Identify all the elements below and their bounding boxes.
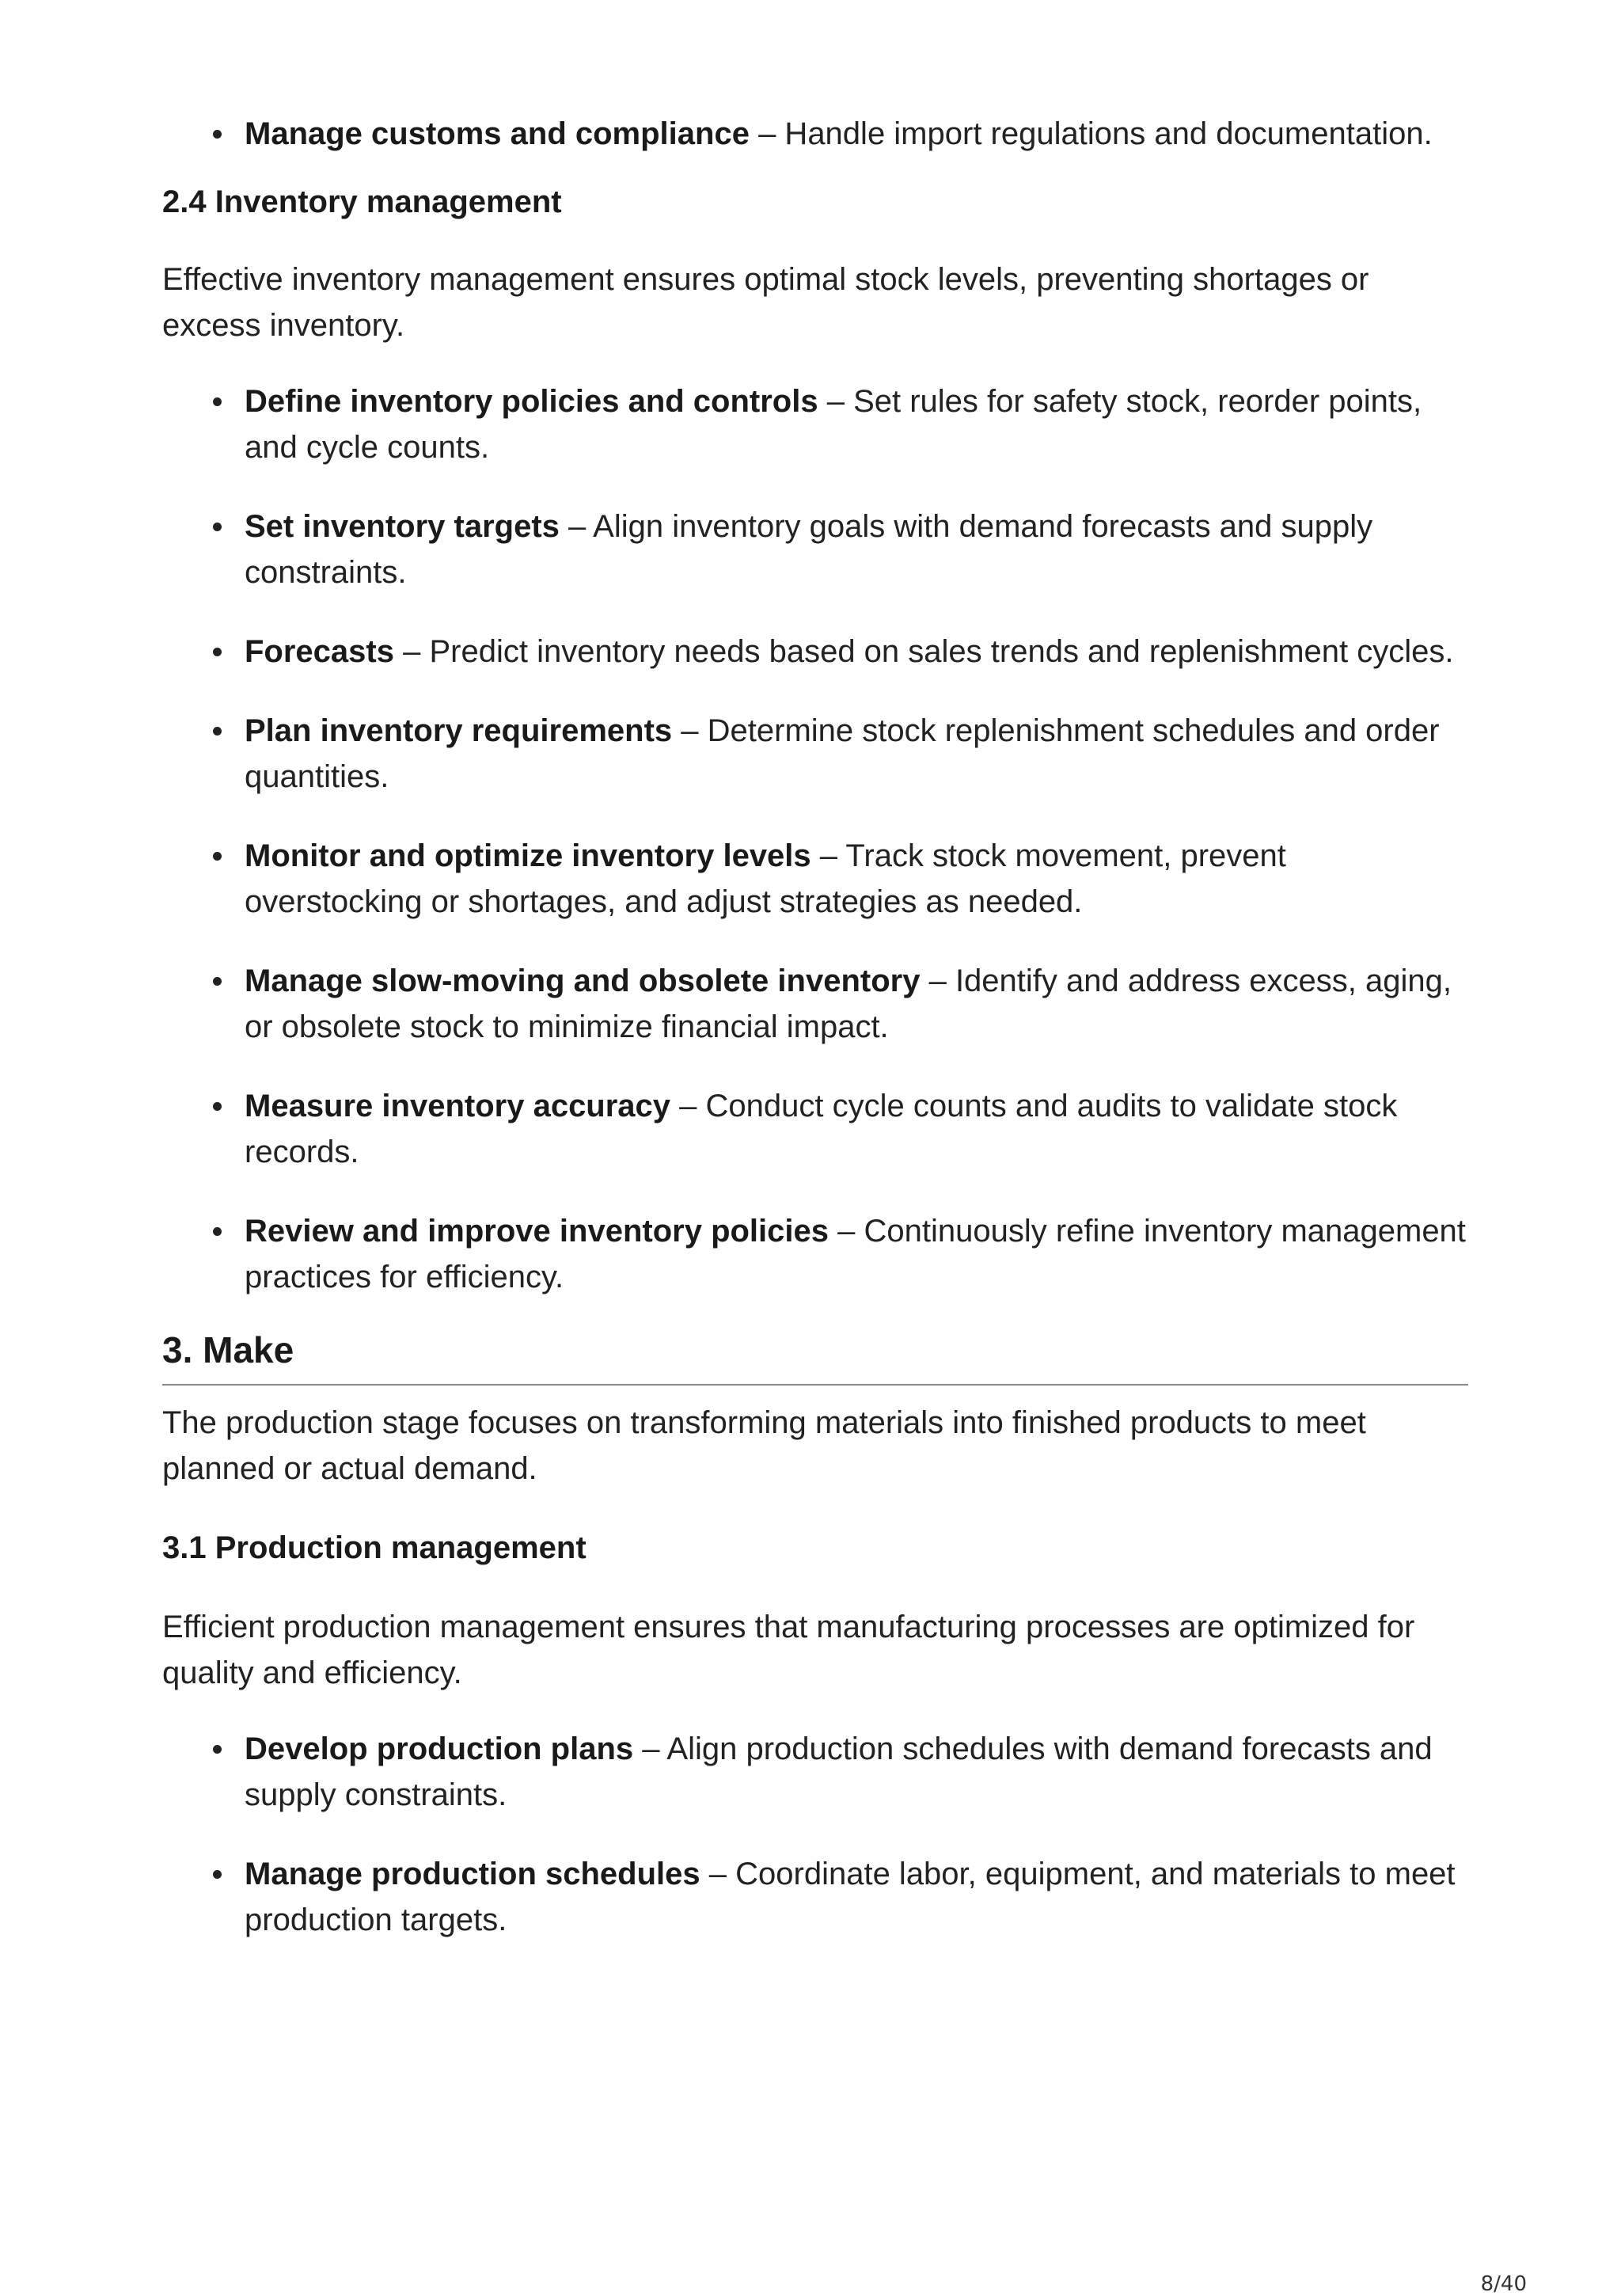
item-term: Review and improve inventory policies (245, 1214, 829, 1249)
list-item (245, 504, 1468, 595)
list-item (245, 629, 1468, 675)
section-3-1-intro: Efficient production management ensures that manufacturing processes are optimized for quality and efficiency. (162, 1610, 1415, 1690)
item-term: Plan inventory requirements (245, 713, 673, 748)
document-page (162, 0, 1468, 1976)
item-term: Measure inventory accuracy (245, 1089, 671, 1123)
list-item (245, 1851, 1468, 1943)
item-description: – Coordinate labor, equipment, and materials to meet production targets. (245, 1857, 1456, 1937)
item-term: Manage customs and compliance (245, 116, 750, 151)
list-item (245, 1726, 1468, 1818)
item-term: Monitor and optimize inventory levels (245, 838, 811, 873)
section-heading-3: 3. Make (162, 1329, 294, 1370)
item-term: Set inventory targets (245, 509, 560, 544)
item-description: – Identify and address excess, aging, or obsolete stock to minimize financial impact. (245, 964, 1452, 1044)
item-description: – Determine stock replenishment schedules and order quantities. (245, 713, 1440, 794)
section-heading-2-4: 2.4 Inventory management (162, 184, 562, 219)
item-description: – Track stock movement, prevent overstocking or shortages, and adjust strategies as needed. (245, 838, 1286, 919)
list-item (245, 1083, 1468, 1175)
item-description: – Predict inventory needs based on sales trends and replenishment cycles. (393, 634, 1454, 669)
item-description: – Align inventory goals with demand forecasts and supply constraints. (245, 509, 1373, 590)
item-description: – Handle import regulations and documentation. (749, 116, 1433, 151)
item-description: – Align production schedules with demand forecasts and supply constraints. (245, 1732, 1433, 1812)
item-term: Develop production plans (245, 1732, 634, 1766)
section-2-4-intro: Effective inventory management ensures optimal stock levels, preventing shortages or excess inventory. (162, 262, 1369, 343)
list-item (245, 111, 1468, 157)
list-item (245, 958, 1468, 1050)
item-description: – Continuously refine inventory management practices for efficiency. (245, 1214, 1466, 1294)
inventory-bullet-list (162, 378, 1468, 1300)
production-bullet-list (162, 1726, 1468, 1943)
item-term: Manage production schedules (245, 1857, 700, 1891)
list-item (245, 833, 1468, 925)
list-item (245, 1208, 1468, 1300)
intro-bullet-list (162, 111, 1468, 157)
section-heading-3-1: 3.1 Production management (162, 1530, 587, 1565)
list-item (245, 708, 1468, 800)
list-item (245, 378, 1468, 470)
item-description: – Set rules for safety stock, reorder points, and cycle counts. (245, 384, 1422, 465)
item-term: Manage slow-moving and obsolete inventory (245, 964, 921, 998)
item-term: Define inventory policies and controls (245, 384, 818, 419)
section-3-intro: The production stage focuses on transforming materials into finished products to meet planned or actual demand. (162, 1405, 1366, 1486)
item-description: – Conduct cycle counts and audits to validate stock records. (245, 1089, 1398, 1169)
heading-divider (162, 1384, 1468, 1386)
item-term: Forecasts (245, 634, 394, 669)
page-number: 8/40 (1480, 2272, 1527, 2296)
